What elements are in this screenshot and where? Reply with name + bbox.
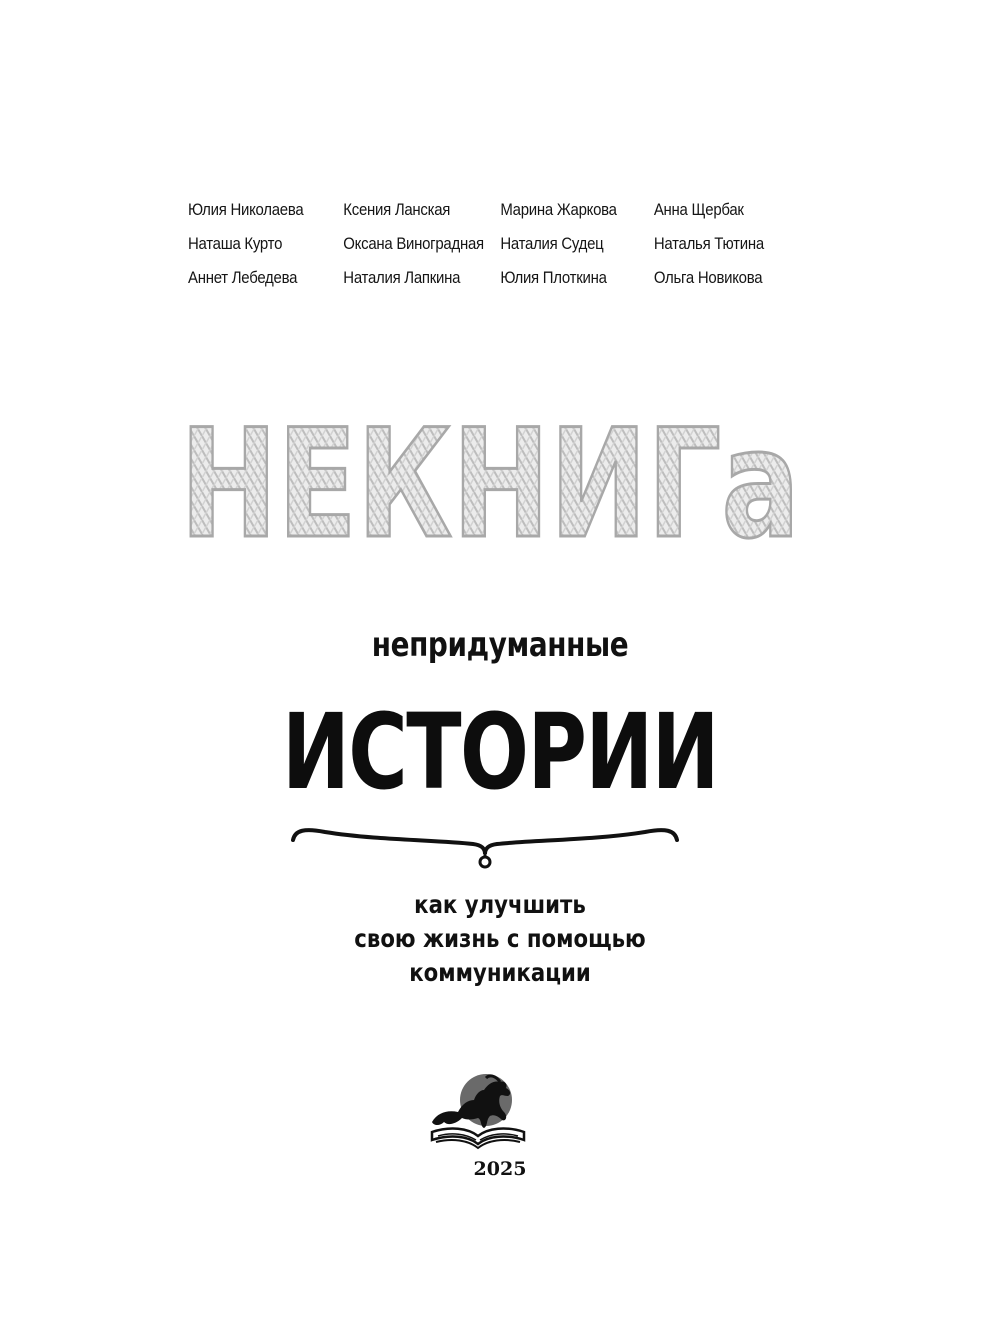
subtitle-big: ИСТОРИИ bbox=[281, 691, 719, 813]
author-name: Наталия Лапкина bbox=[343, 268, 461, 287]
author-name: Анна Щербак bbox=[653, 200, 744, 219]
author-name: Наталья Тютина bbox=[653, 234, 764, 253]
author-name: Юлия Николаева bbox=[188, 200, 304, 219]
author-name: Оксана Виноградная bbox=[343, 234, 484, 253]
author-name: Юлия Плоткина bbox=[500, 268, 607, 287]
author-name: Аннет Лебедева bbox=[188, 268, 298, 287]
subtitle-small: непридуманные bbox=[371, 625, 629, 665]
author-name: Наташа Курто bbox=[188, 234, 283, 253]
tagline-line: как улучшить bbox=[414, 890, 586, 919]
author-list bbox=[188, 200, 788, 288]
publication-year: 2025 bbox=[473, 1158, 527, 1180]
author-name: Ольга Новикова bbox=[653, 268, 763, 287]
horse-on-open-book-logo bbox=[418, 1060, 538, 1155]
knitted-title bbox=[170, 398, 810, 572]
tagline bbox=[75, 888, 925, 990]
author-name: Ксения Ланская bbox=[343, 200, 451, 219]
author-name: Наталия Судец bbox=[500, 234, 604, 253]
tagline-line: свою жизнь с помощью bbox=[354, 924, 646, 953]
title-text: НЕКНИГа bbox=[180, 398, 800, 572]
tagline-line: коммуникации bbox=[409, 958, 591, 987]
book-flourish-ornament bbox=[285, 818, 685, 878]
author-name: Марина Жаркова bbox=[500, 200, 617, 219]
